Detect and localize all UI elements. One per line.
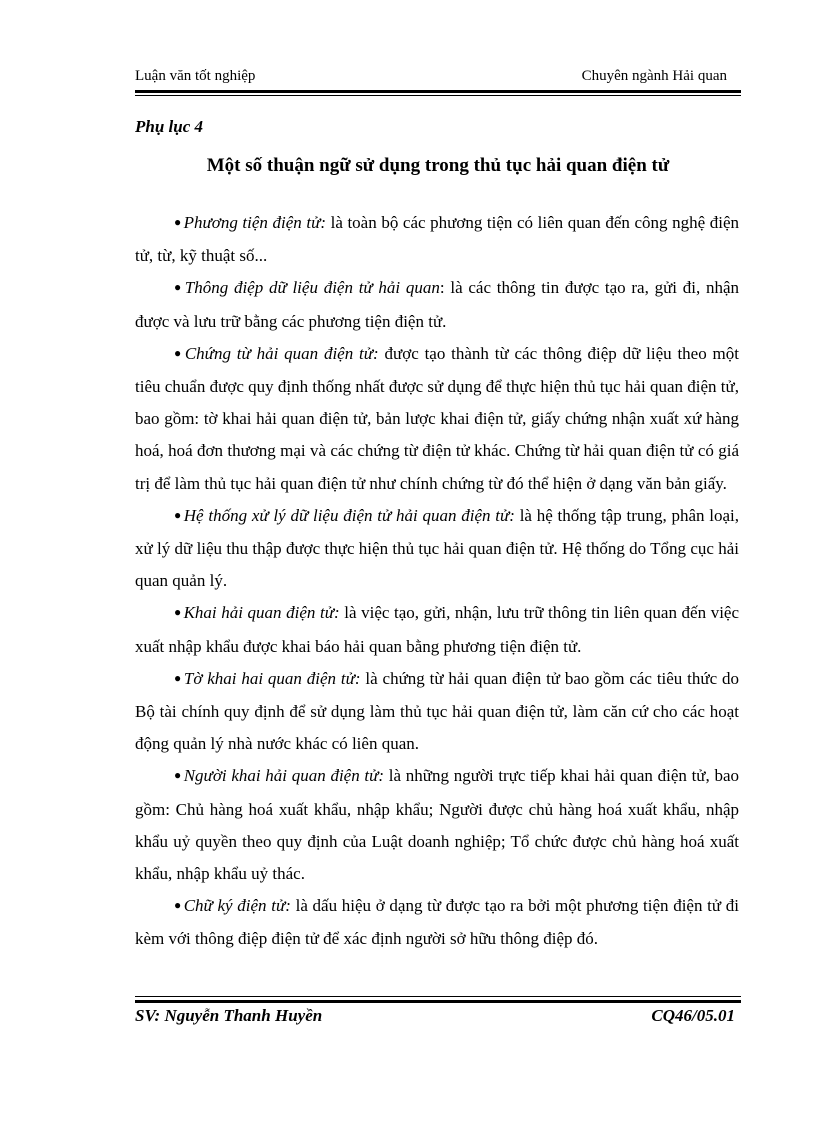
header-rule-thick <box>135 90 741 93</box>
footer-rule-thick <box>135 1000 741 1003</box>
definition-item <box>135 890 739 955</box>
bullet-icon: ● <box>174 345 183 360</box>
page-footer <box>135 996 741 1036</box>
definition-text: là dấu hiệu ở dạng từ được tạo ra bởi một phương tiện điện tử đi kèm với thông điệp điện tử để xác định người sở hữu thông điệp đó. <box>135 896 740 949</box>
definition-term: Người khai hải quan điện tử: <box>183 766 385 786</box>
definition-text: là những người trực tiếp khai hải quan điện tử, bao gồm: Chủ hàng hoá xuất khẩu, nhập khẩu; Người được chủ hàng hoá xuất khẩu, nhập khẩu uỷ quyền theo quy định của Luật doanh nghiệp; Tổ chức được chủ hàng hoá xuất khẩu, nhập khẩu uỷ thác. <box>135 766 740 884</box>
appendix-label: Phụ lục 4 <box>135 117 204 136</box>
definition-item <box>135 760 739 890</box>
definition-term: Thông điệp dữ liệu điện tử hải quan <box>184 278 440 298</box>
footer-class-code: CQ46/05.01 <box>651 1006 735 1025</box>
header-thesis-label: Luận văn tốt nghiệp <box>135 68 256 84</box>
definitions-list <box>135 207 739 956</box>
definition-term: Chữ ký điện tử: <box>183 896 291 916</box>
page-header <box>135 64 741 90</box>
footer-rule-thin <box>135 996 741 997</box>
definition-text: : là các thông tin được tạo ra, gửi đi, nhận được và lưu trữ bằng các phương tiện điện tử. <box>135 278 739 331</box>
bullet-icon: ● <box>174 605 182 620</box>
definition-item <box>135 338 739 500</box>
definition-text: là việc tạo, gửi, nhận, lưu trữ thông tin liên quan đến việc xuất nhập khẩu được khai báo hải quan bằng phương tiện điện tử. <box>135 603 740 656</box>
footer-student-name: SV: Nguyễn Thanh Huyền <box>135 1006 323 1025</box>
header-major-label: Chuyên ngành Hải quan <box>581 68 727 84</box>
definition-item <box>135 597 739 662</box>
bullet-icon: ● <box>174 280 183 295</box>
bullet-icon: ● <box>174 215 182 229</box>
definition-text: là chứng từ hải quan điện tử bao gồm các tiêu thức do Bộ tài chính quy định để sử dụng làm thủ tục hải quan điện tử, làm căn cứ cho các hoạt động quản lý nhà nước khác có liên quan. <box>135 668 739 754</box>
bullet-icon: ● <box>174 768 182 783</box>
definition-item <box>135 663 739 761</box>
definition-text: là toàn bộ các phương tiện có liên quan đến công nghệ điện tử, từ, kỹ thuật số... <box>135 213 740 266</box>
bullet-icon: ● <box>174 670 182 685</box>
page-title: Một số thuận ngữ sử dụng trong thủ tục hải quan điện tử <box>206 155 670 176</box>
definition-term: Phương tiện điện tử: <box>183 213 327 232</box>
bullet-icon: ● <box>174 507 182 522</box>
definition-item <box>135 207 739 272</box>
definition-term: Chứng từ hải quan điện tử: <box>184 343 379 363</box>
definition-term: Hệ thống xử lý dữ liệu điện tử hải quan điện tử: <box>183 505 515 525</box>
definition-term: Tờ khai hai quan điện tử: <box>183 668 361 688</box>
definition-text: được tạo thành từ các thông điệp dữ liệu theo một tiêu chuẩn được quy định thống nhất được sử dụng để thực hiện thủ tục hải quan điện tử, bao gồm: tờ khai hải quan điện tử, bản lược khai điện tử, giấy chứng nhận xuất xứ hàng hoá, hoá đơn thương mại và các chứng từ điện tử khác. Chứng từ hải quan điện tử có giá trị để làm thủ tục hải quan điện tử như chính chứng từ đó thể hiện ở dạng văn bản giấy. <box>135 343 739 493</box>
definition-text: là hệ thống tập trung, phân loại, xử lý dữ liệu thu thập được thực hiện thủ tục hải quan điện tử. Hệ thống do Tổng cục hải quan quản lý. <box>135 505 740 591</box>
definition-term: Khai hải quan điện tử: <box>183 603 340 623</box>
bullet-icon: ● <box>174 898 182 913</box>
header-rule-thin <box>135 95 741 96</box>
definition-item <box>135 500 739 598</box>
definition-item <box>135 272 739 337</box>
